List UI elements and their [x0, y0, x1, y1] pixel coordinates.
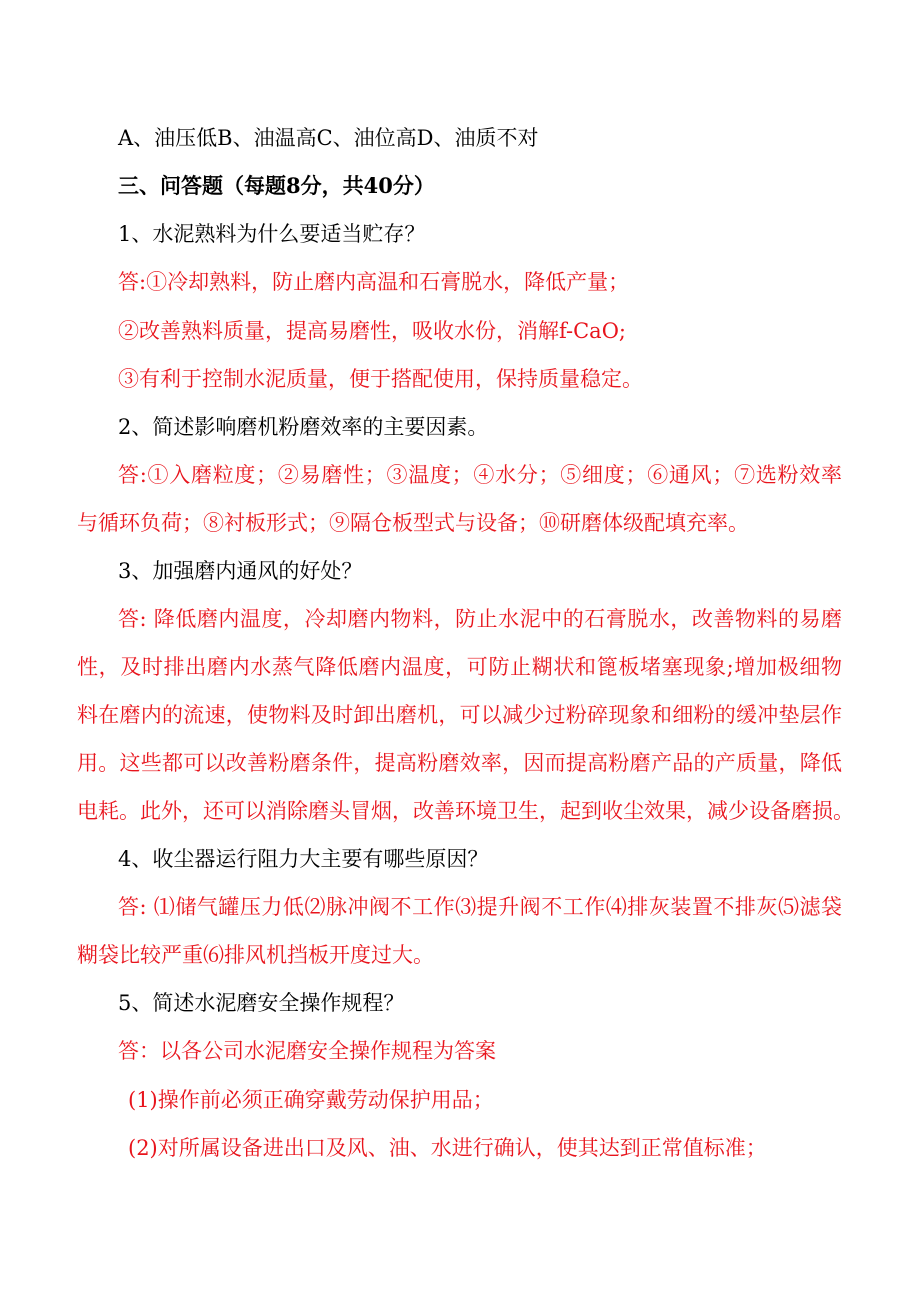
question-2: 2、简述影响磨机粉磨效率的主要因素。 [118, 415, 489, 439]
answer-1-line-1: 答:①冷却熟料，防止磨内高温和石膏脱水，降低产量； [118, 270, 630, 294]
question-3: 3、加强磨内通风的好处？ [118, 559, 363, 583]
answer-2-line-2: 与循环负荷；⑧衬板形式；⑨隔仓板型式与设备；⑩研磨体级配填充率。 [77, 511, 749, 535]
answer-3-line-2: 性，及时排出磨内水蒸气降低磨内温度，可防止糊状和篦板堵塞现象;增加极细物 [77, 655, 842, 679]
answer-5-line-1: 答：以各公司水泥磨安全操作规程为答案 [118, 1039, 496, 1063]
answer-4-line-2: 糊袋比较严重⑹排风机挡板开度过大。 [77, 943, 434, 967]
question-4: 4、收尘器运行阻力大主要有哪些原因？ [118, 847, 489, 871]
answer-3-line-4: 用。这些都可以改善粉磨条件，提高粉磨效率，因而提高粉磨产品的产质量，降低 [77, 751, 842, 775]
answer-5-line-2: (1)操作前必须正确穿戴劳动保护用品； [128, 1088, 494, 1112]
question-5: 5、简述水泥磨安全操作规程？ [118, 991, 405, 1015]
answer-3-line-3: 料在磨内的流速，使物料及时卸出磨机，可以减少过粉碎现象和细粉的缓冲垫层作 [77, 703, 842, 727]
answer-2-line-1: 答:①入磨粒度；②易磨性；③温度；④水分；⑤细度；⑥通风；⑦选粉效率 [118, 463, 842, 487]
question-1: 1、水泥熟料为什么要适当贮存？ [118, 222, 426, 246]
section-title: 三、问答题（每题8分，共40分） [118, 173, 435, 198]
answer-5-line-3: (2)对所属设备进出口及风、油、水进行确认，使其达到正常值标准； [128, 1136, 767, 1160]
answer-4-line-1: 答: ⑴储气罐压力低⑵脉冲阀不工作⑶提升阀不工作⑷排灰装置不排灰⑸滤袋 [118, 895, 842, 919]
answer-1-line-3: ③有利于控制水泥质量，便于搭配使用，保持质量稳定。 [118, 367, 643, 391]
answer-1-line-2: ②改善熟料质量，提高易磨性，吸收水份，消解f-CaO; [118, 319, 626, 343]
options-line: A、油压低B、油温高C、油位高D、油质不对 [118, 126, 539, 150]
answer-3-line-5: 电耗。此外，还可以消除磨头冒烟，改善环境卫生，起到收尘效果，减少设备磨损。 [77, 799, 854, 823]
answer-3-line-1: 答: 降低磨内温度，冷却磨内物料，防止水泥中的石膏脱水，改善物料的易磨 [118, 607, 842, 631]
